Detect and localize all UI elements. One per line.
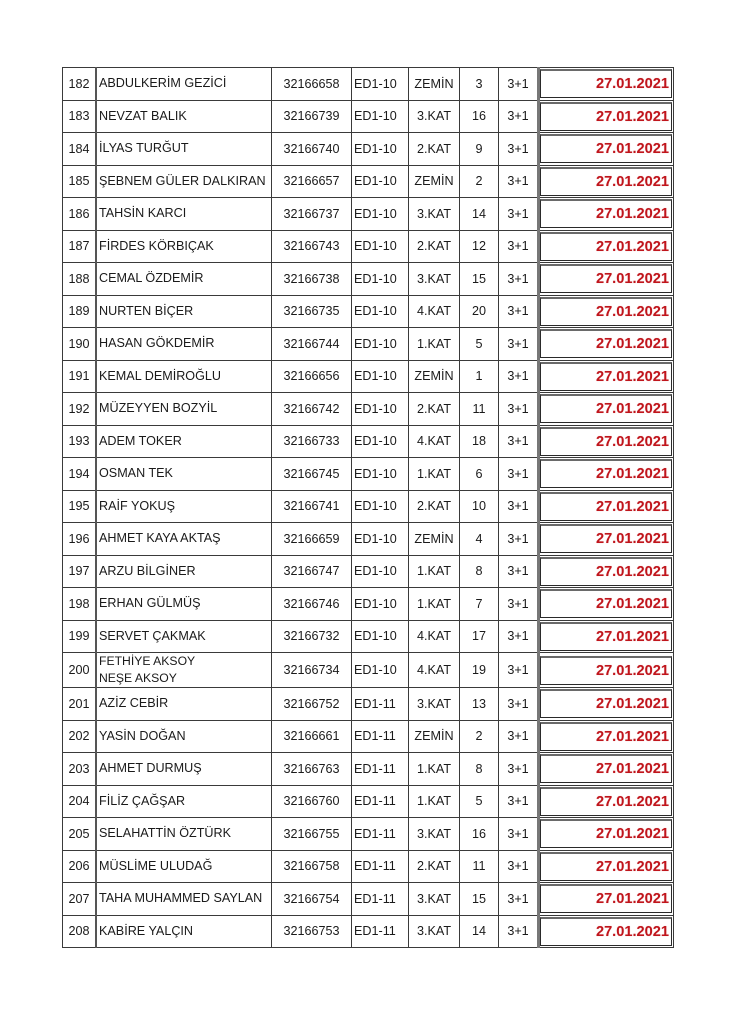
table-row — [63, 653, 674, 688]
door-number-cell: 4 — [460, 523, 499, 556]
door-number-cell: 5 — [460, 785, 499, 818]
id-number-cell: 32166754 — [272, 883, 352, 916]
block-cell: ED1-10 — [352, 165, 409, 198]
table-row — [63, 818, 674, 851]
row-number-cell: 206 — [63, 850, 97, 883]
date-cell — [539, 360, 674, 393]
unit-type-cell: 3+1 — [499, 100, 539, 133]
table-row — [63, 230, 674, 263]
table-row — [63, 425, 674, 458]
table-row — [63, 165, 674, 198]
id-number-cell: 32166753 — [272, 915, 352, 948]
id-number-cell: 32166739 — [272, 100, 352, 133]
id-number-cell: 32166657 — [272, 165, 352, 198]
name-cell — [96, 653, 272, 688]
id-number-cell: 32166746 — [272, 588, 352, 621]
id-number-cell: 32166732 — [272, 620, 352, 653]
door-number-cell: 11 — [460, 850, 499, 883]
id-number-cell: 32166760 — [272, 785, 352, 818]
door-number-cell: 9 — [460, 133, 499, 166]
door-number-cell: 15 — [460, 263, 499, 296]
row-number-cell: 195 — [63, 490, 97, 523]
row-number-cell: 194 — [63, 458, 97, 491]
id-number-cell: 32166735 — [272, 295, 352, 328]
date-cell — [539, 523, 674, 556]
date-value: 27.01.2021 — [540, 917, 672, 946]
id-number-cell: 32166659 — [272, 523, 352, 556]
name-cell: FİLİZ ÇAĞŞAR — [96, 785, 272, 818]
date-cell — [539, 263, 674, 296]
door-number-cell: 8 — [460, 555, 499, 588]
unit-type-cell: 3+1 — [499, 523, 539, 556]
date-value: 27.01.2021 — [540, 297, 672, 326]
id-number-cell: 32166763 — [272, 753, 352, 786]
unit-type-cell: 3+1 — [499, 133, 539, 166]
unit-type-cell: 3+1 — [499, 425, 539, 458]
date-cell — [539, 425, 674, 458]
row-number-cell: 182 — [63, 68, 97, 101]
table-row — [63, 883, 674, 916]
unit-type-cell: 3+1 — [499, 490, 539, 523]
date-value: 27.01.2021 — [540, 524, 672, 553]
door-number-cell: 10 — [460, 490, 499, 523]
table-row — [63, 620, 674, 653]
block-cell: ED1-10 — [352, 523, 409, 556]
table-row — [63, 753, 674, 786]
floor-cell: 4.KAT — [409, 295, 460, 328]
block-cell: ED1-10 — [352, 555, 409, 588]
id-number-cell: 32166742 — [272, 393, 352, 426]
door-number-cell: 14 — [460, 198, 499, 231]
date-value: 27.01.2021 — [540, 167, 672, 196]
date-value: 27.01.2021 — [540, 622, 672, 651]
unit-type-cell: 3+1 — [499, 295, 539, 328]
floor-cell: 3.KAT — [409, 100, 460, 133]
floor-cell: ZEMİN — [409, 68, 460, 101]
id-number-cell: 32166733 — [272, 425, 352, 458]
table-row — [63, 720, 674, 753]
id-number-cell: 32166737 — [272, 198, 352, 231]
date-value: 27.01.2021 — [540, 459, 672, 488]
row-number-cell: 190 — [63, 328, 97, 361]
floor-cell: ZEMİN — [409, 360, 460, 393]
date-value: 27.01.2021 — [540, 722, 672, 751]
row-number-cell: 204 — [63, 785, 97, 818]
block-cell: ED1-10 — [352, 588, 409, 621]
block-cell: ED1-10 — [352, 425, 409, 458]
date-cell — [539, 490, 674, 523]
unit-type-cell: 3+1 — [499, 393, 539, 426]
name-cell: AHMET DURMUŞ — [96, 753, 272, 786]
unit-type-cell: 3+1 — [499, 620, 539, 653]
date-cell — [539, 393, 674, 426]
floor-cell: 2.KAT — [409, 230, 460, 263]
name-cell: ŞEBNEM GÜLER DALKIRAN — [96, 165, 272, 198]
unit-type-cell: 3+1 — [499, 753, 539, 786]
name-cell: YASİN DOĞAN — [96, 720, 272, 753]
date-value: 27.01.2021 — [540, 329, 672, 358]
door-number-cell: 18 — [460, 425, 499, 458]
row-number-cell: 196 — [63, 523, 97, 556]
unit-type-cell: 3+1 — [499, 263, 539, 296]
id-number-cell: 32166741 — [272, 490, 352, 523]
block-cell: ED1-10 — [352, 393, 409, 426]
date-cell — [539, 883, 674, 916]
floor-cell: 3.KAT — [409, 688, 460, 721]
unit-type-cell: 3+1 — [499, 230, 539, 263]
floor-cell: 3.KAT — [409, 818, 460, 851]
date-cell — [539, 198, 674, 231]
row-number-cell: 199 — [63, 620, 97, 653]
floor-cell: ZEMİN — [409, 720, 460, 753]
date-value: 27.01.2021 — [540, 362, 672, 391]
name-cell: TAHSİN KARCI — [96, 198, 272, 231]
floor-cell: 4.KAT — [409, 425, 460, 458]
name-cell: ERHAN GÜLMÜŞ — [96, 588, 272, 621]
name-cell: FİRDES KÖRBIÇAK — [96, 230, 272, 263]
block-cell: ED1-11 — [352, 915, 409, 948]
unit-type-cell: 3+1 — [499, 850, 539, 883]
row-number-cell: 193 — [63, 425, 97, 458]
door-number-cell: 2 — [460, 165, 499, 198]
unit-type-cell: 3+1 — [499, 68, 539, 101]
floor-cell: 1.KAT — [409, 458, 460, 491]
date-value: 27.01.2021 — [540, 492, 672, 521]
door-number-cell: 2 — [460, 720, 499, 753]
unit-type-cell: 3+1 — [499, 818, 539, 851]
name-cell: KABİRE YALÇIN — [96, 915, 272, 948]
block-cell: ED1-11 — [352, 850, 409, 883]
date-cell — [539, 100, 674, 133]
name-cell: HASAN GÖKDEMİR — [96, 328, 272, 361]
floor-cell: ZEMİN — [409, 523, 460, 556]
block-cell: ED1-10 — [352, 620, 409, 653]
date-cell — [539, 68, 674, 101]
date-cell — [539, 688, 674, 721]
door-number-cell: 16 — [460, 100, 499, 133]
door-number-cell: 5 — [460, 328, 499, 361]
floor-cell: 4.KAT — [409, 653, 460, 688]
table-body — [63, 68, 674, 948]
floor-cell: 2.KAT — [409, 490, 460, 523]
date-value: 27.01.2021 — [540, 394, 672, 423]
door-number-cell: 13 — [460, 688, 499, 721]
id-number-cell: 32166658 — [272, 68, 352, 101]
name-cell: ADEM TOKER — [96, 425, 272, 458]
row-number-cell: 201 — [63, 688, 97, 721]
id-number-cell: 32166743 — [272, 230, 352, 263]
date-value: 27.01.2021 — [540, 689, 672, 718]
block-cell: ED1-10 — [352, 490, 409, 523]
door-number-cell: 3 — [460, 68, 499, 101]
name-cell: AHMET KAYA AKTAŞ — [96, 523, 272, 556]
row-number-cell: 185 — [63, 165, 97, 198]
row-number-cell: 192 — [63, 393, 97, 426]
row-number-cell: 198 — [63, 588, 97, 621]
name-cell: OSMAN TEK — [96, 458, 272, 491]
table-row — [63, 458, 674, 491]
name-cell: MÜZEYYEN BOZYİL — [96, 393, 272, 426]
block-cell: ED1-11 — [352, 818, 409, 851]
date-cell — [539, 653, 674, 688]
table-row — [63, 328, 674, 361]
table-row — [63, 523, 674, 556]
door-number-cell: 17 — [460, 620, 499, 653]
date-value: 27.01.2021 — [540, 557, 672, 586]
unit-type-cell: 3+1 — [499, 915, 539, 948]
door-number-cell: 15 — [460, 883, 499, 916]
name-cell: İLYAS TURĞUT — [96, 133, 272, 166]
block-cell: ED1-10 — [352, 198, 409, 231]
table-row — [63, 198, 674, 231]
unit-type-cell: 3+1 — [499, 883, 539, 916]
date-value: 27.01.2021 — [540, 264, 672, 293]
block-cell: ED1-11 — [352, 785, 409, 818]
door-number-cell: 1 — [460, 360, 499, 393]
date-value: 27.01.2021 — [540, 589, 672, 618]
table-row — [63, 360, 674, 393]
name-cell: CEMAL ÖZDEMİR — [96, 263, 272, 296]
block-cell: ED1-10 — [352, 653, 409, 688]
floor-cell: 3.KAT — [409, 915, 460, 948]
document-page — [62, 67, 674, 948]
id-number-cell: 32166738 — [272, 263, 352, 296]
date-cell — [539, 720, 674, 753]
row-number-cell: 197 — [63, 555, 97, 588]
date-value: 27.01.2021 — [540, 69, 672, 98]
block-cell: ED1-10 — [352, 295, 409, 328]
row-number-cell: 202 — [63, 720, 97, 753]
date-value: 27.01.2021 — [540, 787, 672, 816]
block-cell: ED1-10 — [352, 133, 409, 166]
door-number-cell: 12 — [460, 230, 499, 263]
date-value: 27.01.2021 — [540, 134, 672, 163]
date-cell — [539, 165, 674, 198]
id-number-cell: 32166758 — [272, 850, 352, 883]
id-number-cell: 32166656 — [272, 360, 352, 393]
block-cell: ED1-10 — [352, 263, 409, 296]
date-value: 27.01.2021 — [540, 199, 672, 228]
name-line: NEŞE AKSOY — [99, 671, 177, 685]
block-cell: ED1-11 — [352, 753, 409, 786]
door-number-cell: 7 — [460, 588, 499, 621]
table-row — [63, 555, 674, 588]
id-number-cell: 32166752 — [272, 688, 352, 721]
table-row — [63, 68, 674, 101]
name-cell: TAHA MUHAMMED SAYLAN — [96, 883, 272, 916]
floor-cell: 1.KAT — [409, 753, 460, 786]
date-cell — [539, 133, 674, 166]
table-row — [63, 393, 674, 426]
row-number-cell: 200 — [63, 653, 97, 688]
row-number-cell: 203 — [63, 753, 97, 786]
name-cell: AZİZ CEBİR — [96, 688, 272, 721]
date-value: 27.01.2021 — [540, 656, 672, 685]
unit-type-cell: 3+1 — [499, 785, 539, 818]
floor-cell: 2.KAT — [409, 393, 460, 426]
date-value: 27.01.2021 — [540, 102, 672, 131]
floor-cell: 1.KAT — [409, 588, 460, 621]
date-cell — [539, 753, 674, 786]
id-number-cell: 32166745 — [272, 458, 352, 491]
unit-type-cell: 3+1 — [499, 653, 539, 688]
door-number-cell: 19 — [460, 653, 499, 688]
floor-cell: 2.KAT — [409, 850, 460, 883]
id-number-cell: 32166740 — [272, 133, 352, 166]
row-number-cell: 188 — [63, 263, 97, 296]
date-cell — [539, 328, 674, 361]
row-number-cell: 191 — [63, 360, 97, 393]
id-number-cell: 32166734 — [272, 653, 352, 688]
date-value: 27.01.2021 — [540, 819, 672, 848]
door-number-cell: 8 — [460, 753, 499, 786]
unit-type-cell: 3+1 — [499, 360, 539, 393]
name-cell: MÜSLİME ULUDAĞ — [96, 850, 272, 883]
floor-cell: 1.KAT — [409, 785, 460, 818]
block-cell: ED1-10 — [352, 68, 409, 101]
floor-cell: 2.KAT — [409, 133, 460, 166]
table-row — [63, 263, 674, 296]
date-value: 27.01.2021 — [540, 754, 672, 783]
row-number-cell: 205 — [63, 818, 97, 851]
date-cell — [539, 458, 674, 491]
row-number-cell: 183 — [63, 100, 97, 133]
row-number-cell: 207 — [63, 883, 97, 916]
block-cell: ED1-10 — [352, 230, 409, 263]
unit-type-cell: 3+1 — [499, 720, 539, 753]
id-number-cell: 32166744 — [272, 328, 352, 361]
name-cell: SERVET ÇAKMAK — [96, 620, 272, 653]
floor-cell: ZEMİN — [409, 165, 460, 198]
unit-type-cell: 3+1 — [499, 165, 539, 198]
date-value: 27.01.2021 — [540, 427, 672, 456]
unit-type-cell: 3+1 — [499, 688, 539, 721]
block-cell: ED1-10 — [352, 360, 409, 393]
door-number-cell: 16 — [460, 818, 499, 851]
name-cell: RAİF YOKUŞ — [96, 490, 272, 523]
allocation-table — [62, 67, 674, 948]
table-row — [63, 785, 674, 818]
door-number-cell: 11 — [460, 393, 499, 426]
door-number-cell: 6 — [460, 458, 499, 491]
name-cell: ARZU BİLGİNER — [96, 555, 272, 588]
door-number-cell: 14 — [460, 915, 499, 948]
unit-type-cell: 3+1 — [499, 198, 539, 231]
floor-cell: 3.KAT — [409, 263, 460, 296]
date-cell — [539, 588, 674, 621]
block-cell: ED1-11 — [352, 883, 409, 916]
name-cell: NEVZAT BALIK — [96, 100, 272, 133]
row-number-cell: 184 — [63, 133, 97, 166]
table-row — [63, 588, 674, 621]
floor-cell: 3.KAT — [409, 198, 460, 231]
date-value: 27.01.2021 — [540, 232, 672, 261]
id-number-cell: 32166755 — [272, 818, 352, 851]
block-cell: ED1-11 — [352, 688, 409, 721]
row-number-cell: 189 — [63, 295, 97, 328]
floor-cell: 1.KAT — [409, 555, 460, 588]
date-cell — [539, 850, 674, 883]
block-cell: ED1-10 — [352, 458, 409, 491]
floor-cell: 4.KAT — [409, 620, 460, 653]
table-row — [63, 688, 674, 721]
row-number-cell: 186 — [63, 198, 97, 231]
table-row — [63, 295, 674, 328]
date-cell — [539, 230, 674, 263]
floor-cell: 1.KAT — [409, 328, 460, 361]
date-cell — [539, 620, 674, 653]
table-row — [63, 915, 674, 948]
date-cell — [539, 915, 674, 948]
table-row — [63, 100, 674, 133]
door-number-cell: 20 — [460, 295, 499, 328]
date-cell — [539, 818, 674, 851]
unit-type-cell: 3+1 — [499, 458, 539, 491]
id-number-cell: 32166747 — [272, 555, 352, 588]
block-cell: ED1-10 — [352, 100, 409, 133]
date-cell — [539, 785, 674, 818]
block-cell: ED1-11 — [352, 720, 409, 753]
id-number-cell: 32166661 — [272, 720, 352, 753]
unit-type-cell: 3+1 — [499, 555, 539, 588]
block-cell: ED1-10 — [352, 328, 409, 361]
date-cell — [539, 295, 674, 328]
name-cell: ABDULKERİM GEZİCİ — [96, 68, 272, 101]
name-cell: SELAHATTİN ÖZTÜRK — [96, 818, 272, 851]
name-cell: NURTEN BİÇER — [96, 295, 272, 328]
date-value: 27.01.2021 — [540, 884, 672, 913]
row-number-cell: 208 — [63, 915, 97, 948]
unit-type-cell: 3+1 — [499, 588, 539, 621]
date-cell — [539, 555, 674, 588]
row-number-cell: 187 — [63, 230, 97, 263]
name-line: FETHİYE AKSOY — [99, 654, 196, 668]
table-row — [63, 850, 674, 883]
date-value: 27.01.2021 — [540, 852, 672, 881]
name-cell: KEMAL DEMİROĞLU — [96, 360, 272, 393]
table-row — [63, 490, 674, 523]
floor-cell: 3.KAT — [409, 883, 460, 916]
table-row — [63, 133, 674, 166]
unit-type-cell: 3+1 — [499, 328, 539, 361]
